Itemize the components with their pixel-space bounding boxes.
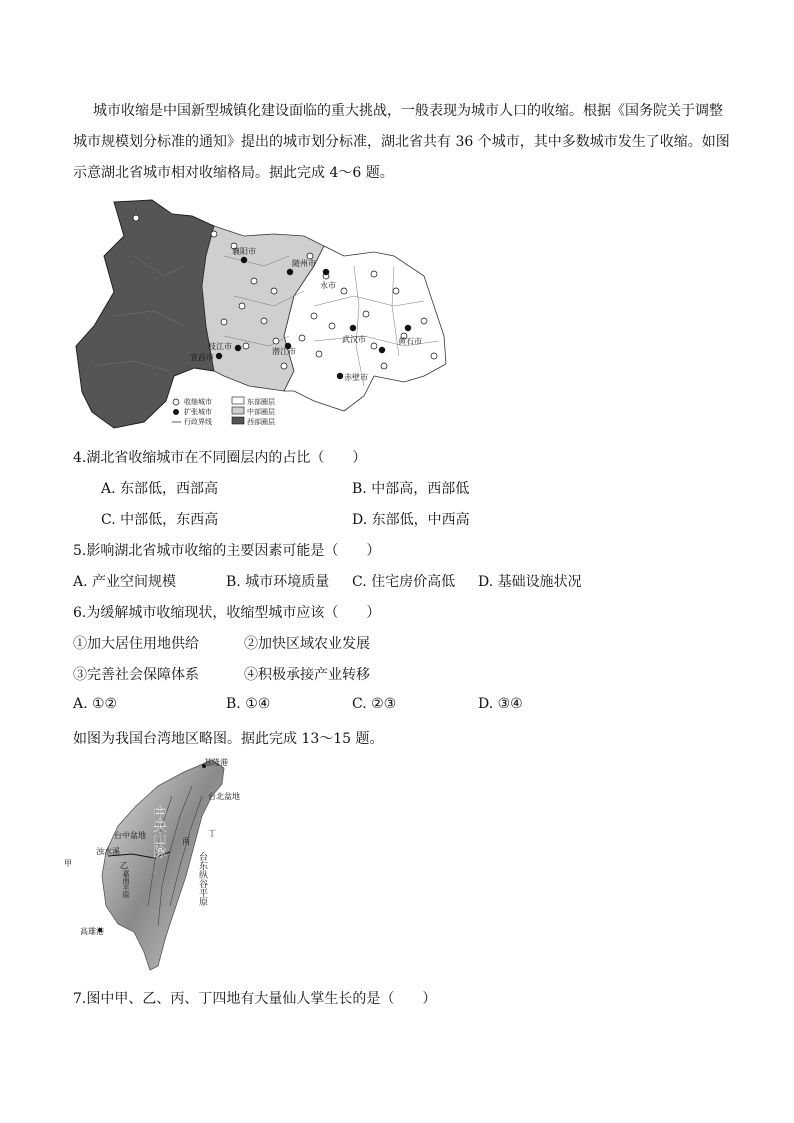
intro-line-3: 示意湖北省城市相对收缩格局。据此完成 4～6 题。	[73, 165, 394, 181]
city-label: 潜江市	[272, 347, 296, 356]
q6-option-c: C. ②③	[352, 696, 397, 712]
q5-option-c: C. 住宅房价高低	[352, 574, 456, 590]
map-legend	[172, 397, 275, 426]
label-taichung: 台中盆地	[114, 831, 146, 840]
city-label: 永市	[320, 281, 336, 290]
q4-option-b: B. 中部高，西部低	[352, 481, 470, 497]
intro-line-1: 城市收缩是中国新型城镇化建设面临的重大挑战，一般表现为城市人口的收缩。根据《国务院关于调整	[93, 103, 723, 119]
label-keelung: 基隆港	[204, 758, 228, 767]
taiwan-intro: 如图为我国台湾地区略图。据此完成 13～15 题。	[73, 731, 384, 747]
label-taipei: 台北盆地	[208, 792, 240, 801]
q6-option-a: A. ①②	[73, 696, 118, 712]
q5-option-b: B. 城市环境质量	[226, 574, 330, 590]
legend-expand: 扩张城市	[184, 408, 212, 416]
city-label: 随州市	[292, 259, 316, 268]
city-label: 武汉市	[342, 335, 366, 344]
hubei-shrinkage-map	[74, 196, 450, 432]
q5-stem: 5.影响湖北省城市收缩的主要因素可能是（ ）	[73, 543, 381, 559]
city-label: 宜昌市	[190, 353, 214, 362]
legend-boundary: 行政界线	[184, 418, 212, 426]
legend-shrink: 收缩城市	[184, 398, 212, 406]
label-jianan: 嘉南平原	[122, 870, 130, 898]
label-central-range: 中央山脉	[150, 806, 166, 858]
q6-item-1: ①加大居住用地供给	[73, 636, 199, 652]
taiwan-map	[62, 756, 242, 972]
label-jia: 甲	[64, 859, 72, 868]
label-east-range: 台东纵谷平原	[197, 852, 207, 906]
label-kaohsiung: 高雄港	[80, 927, 104, 936]
legend-east: 东部圈层	[247, 398, 275, 406]
q5-option-a: A. 产业空间规模	[73, 574, 177, 590]
q6-item-3: ③完善社会保障体系	[73, 667, 199, 683]
label-bing: 丙	[182, 837, 190, 846]
city-label: 黄石市	[398, 337, 422, 346]
legend-west: 西部圈层	[247, 418, 275, 426]
west-zone	[76, 200, 214, 428]
label-ding: 丁	[208, 829, 216, 838]
label-zhuoshui: 浊水溪	[96, 847, 120, 856]
q6-stem: 6.为缓解城市收缩现状，收缩型城市应该（ ）	[73, 605, 381, 621]
city-label: 赤壁市	[344, 373, 368, 382]
q4-option-d: D. 东部低，中西高	[352, 512, 470, 528]
q5-option-d: D. 基础设施状况	[478, 574, 582, 590]
q7-stem: 7.图中甲、乙、丙、丁四地有大量仙人掌生长的是（ ）	[73, 991, 437, 1007]
q6-item-4: ④积极承接产业转移	[244, 667, 370, 683]
intro-line-2: 城市规模划分标准的通知》提出的城市划分标准，湖北省共有 36 个城市，其中多数城市发生了收缩。如图	[73, 134, 730, 150]
q4-option-c: C. 中部低，东西高	[101, 512, 219, 528]
q6-option-d: D. ③④	[478, 696, 523, 712]
q6-item-2: ②加快区域农业发展	[244, 636, 370, 652]
city-label: 襄阳市	[232, 247, 256, 256]
q6-option-b: B. ①④	[226, 696, 271, 712]
label-yi: 乙	[120, 861, 128, 870]
legend-middle: 中部圈层	[247, 408, 275, 416]
q4-stem: 4.湖北省收缩城市在不同圈层内的占比（ ）	[73, 450, 367, 466]
q4-option-a: A. 东部低，西部高	[101, 481, 219, 497]
city-label: 枝江市	[208, 342, 232, 351]
